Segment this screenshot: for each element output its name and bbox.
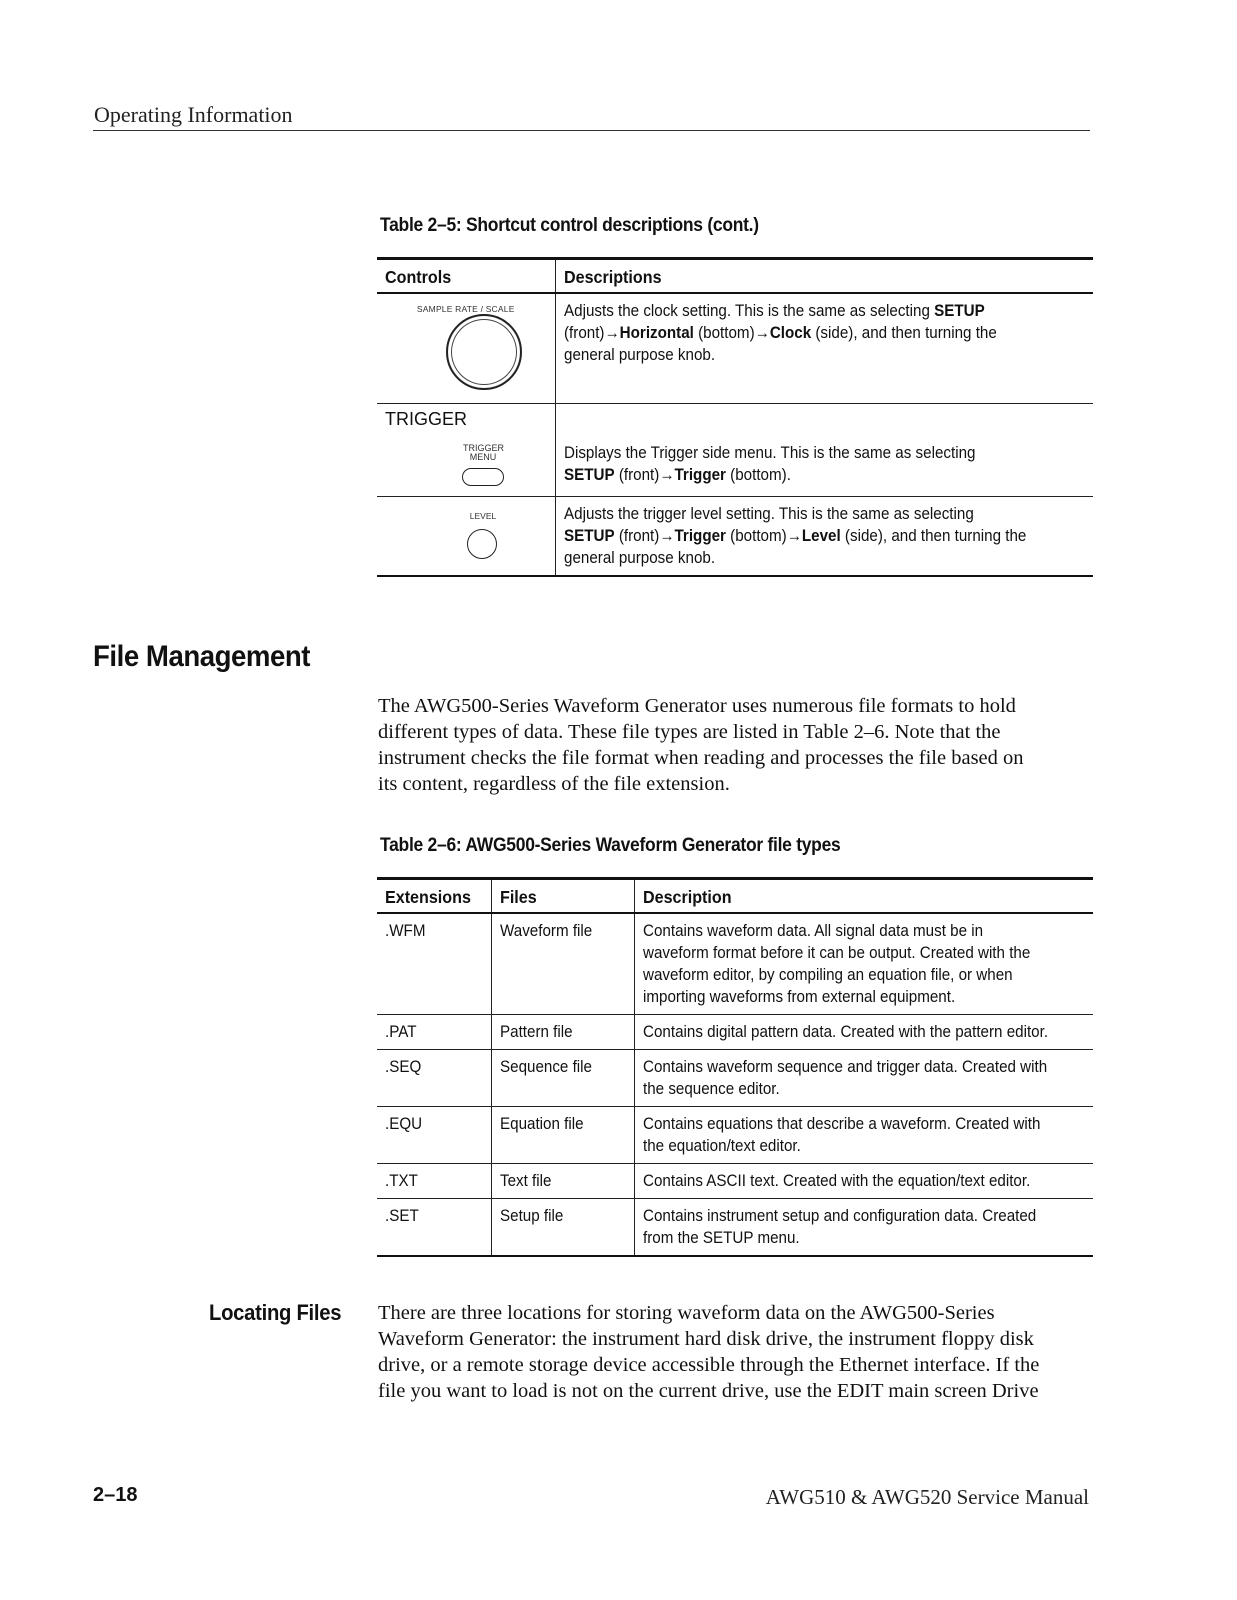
cell-file: Setup file xyxy=(491,1199,634,1257)
paragraph-line: Waveform Generator: the instrument hard disk drive, the instrument floppy disk xyxy=(378,1328,1034,1350)
col-header-files: Files xyxy=(491,879,634,914)
paragraph-line: file you want to load is not on the current drive, use the EDIT main screen Drive xyxy=(378,1380,1039,1402)
description-cell: Adjusts the trigger level setting. This is the same as selecting SETUP (front)→Trigger (bottom)→Level (side), and then turning the general purpose knob. xyxy=(555,496,1093,576)
cell-extension: .WFM xyxy=(377,913,491,1015)
file-types-table xyxy=(377,877,1093,1257)
level-knob-illustration xyxy=(377,497,555,561)
description-cell: Adjusts the clock setting. This is the same as selecting SETUP (front)→Horizontal (bottom)→Clock (side), and then turning the general purpose knob. xyxy=(555,293,1093,403)
trigger-menu-button-icon xyxy=(462,468,504,486)
cell-description: Contains instrument setup and configuration data. Created from the SETUP menu. xyxy=(634,1199,1093,1257)
table-header-row xyxy=(377,879,1093,914)
table-row xyxy=(377,1050,1093,1107)
cell-description: Contains waveform sequence and trigger data. Created with the sequence editor. xyxy=(634,1050,1093,1107)
header-rule xyxy=(93,130,1090,131)
sample-rate-knob-illustration xyxy=(377,294,555,390)
table-row xyxy=(377,1015,1093,1050)
paragraph-line: The AWG500-Series Waveform Generator uses numerous file formats to hold xyxy=(378,695,1016,717)
cell-file: Text file xyxy=(491,1164,634,1199)
paragraph-line: its content, regardless of the file extension. xyxy=(378,773,730,795)
trigger-menu-button-illustration xyxy=(377,444,555,496)
control-cell xyxy=(377,403,555,496)
col-header-controls: Controls xyxy=(377,259,555,294)
table-row xyxy=(377,913,1093,1015)
cell-extension: .SET xyxy=(377,1199,491,1257)
cell-extension: .EQU xyxy=(377,1107,491,1164)
col-header-descriptions: Descriptions xyxy=(555,259,1093,294)
paragraph-line: instrument checks the file format when reading and processes the file based on xyxy=(378,747,1024,769)
sample-rate-knob-icon xyxy=(446,314,522,390)
table-row-clock xyxy=(377,293,1093,403)
cell-extension: .SEQ xyxy=(377,1050,491,1107)
page-number: 2–18 xyxy=(93,1484,138,1506)
running-header: Operating Information xyxy=(94,102,293,127)
file-management-intro xyxy=(378,693,1024,797)
col-header-extensions: Extensions xyxy=(377,879,491,914)
table-row xyxy=(377,1107,1093,1164)
table-row xyxy=(377,1164,1093,1199)
col-header-description: Description xyxy=(634,879,1093,914)
cell-extension: .PAT xyxy=(377,1015,491,1050)
cell-file: Sequence file xyxy=(491,1050,634,1107)
description-cell: Displays the Trigger side menu. This is the same as selecting SETUP (front)→Trigger (bottom). xyxy=(555,403,1093,496)
paragraph-line: different types of data. These file types are listed in Table 2–6. Note that the xyxy=(378,721,1001,743)
knob-label: LEVEL xyxy=(469,510,497,521)
cell-file: Waveform file xyxy=(491,913,634,1015)
cell-description: Contains ASCII text. Created with the equation/text editor. xyxy=(634,1164,1093,1199)
side-heading-locating-files: Locating Files xyxy=(209,1300,342,1325)
paragraph-line: There are three locations for storing waveform data on the AWG500-Series xyxy=(378,1302,995,1324)
table-header-row xyxy=(377,259,1093,294)
cell-description: Contains waveform data. All signal data must be in waveform format before it can be output. Created with the waveform editor, by compiling an equation file, or when importing waveforms from external equipment. xyxy=(634,913,1093,1015)
table-2-6-caption: Table 2–6: AWG500-Series Waveform Generator file types xyxy=(380,835,841,856)
cell-file: Equation file xyxy=(491,1107,634,1164)
table-row xyxy=(377,1199,1093,1257)
table-2-5-caption: Table 2–5: Shortcut control descriptions (cont.) xyxy=(380,215,759,236)
knob-label: SAMPLE RATE / SCALE xyxy=(416,304,515,314)
table-row-trigger-menu xyxy=(377,403,1093,496)
shortcut-controls-table xyxy=(377,257,1093,577)
paragraph-line: drive, or a remote storage device accessible through the Ethernet interface. If the xyxy=(378,1354,1040,1376)
trigger-group-label: TRIGGER xyxy=(385,408,468,429)
table-row-level xyxy=(377,496,1093,576)
button-label-line-1: TRIGGER xyxy=(463,442,505,453)
control-cell xyxy=(377,496,555,576)
button-label-line-2: MENU xyxy=(469,451,497,462)
level-knob-icon xyxy=(467,529,497,559)
control-cell xyxy=(377,293,555,403)
cell-description: Contains digital pattern data. Created with the pattern editor. xyxy=(634,1015,1093,1050)
cell-file: Pattern file xyxy=(491,1015,634,1050)
manual-title: AWG510 & AWG520 Service Manual xyxy=(765,1485,1089,1509)
cell-description: Contains equations that describe a waveform. Created with the equation/text editor. xyxy=(634,1107,1093,1164)
locating-files-paragraph xyxy=(378,1300,1039,1404)
cell-extension: .TXT xyxy=(377,1164,491,1199)
section-heading-file-management: File Management xyxy=(93,640,311,673)
